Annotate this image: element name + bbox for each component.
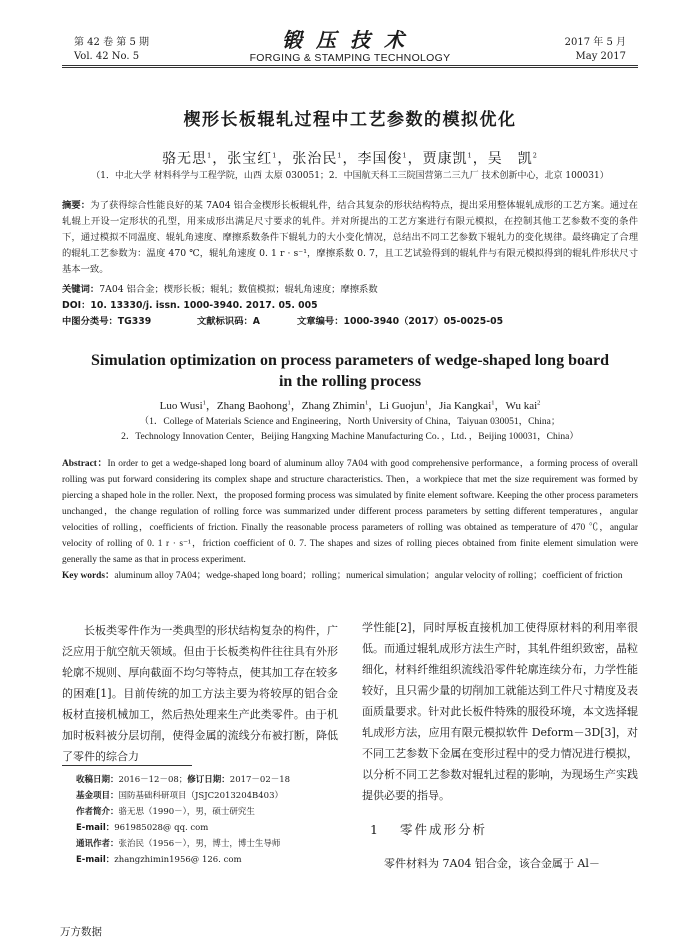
watermark: 万方数据 bbox=[60, 926, 102, 938]
cn-author-affiliation-mark: 1 bbox=[337, 151, 343, 160]
body-right-column: 学性能[2]，同时厚板直接机加工使得原材料的利用率很低。而通过辊轧成形方法生产时，其轧件组织致密，晶粒细化，材料纤维组织流线沿零件轮廓连续分布，力学性能较好，且只需少量的切削加工就能达到工件尺寸精度及表面质量要求。针对此长板件特殊的服役环境，本文选择辊轧成形方法，应用有限元模拟软件 Deform－3D[3]，对不同工艺参数下金属在变形过程中的受力情况进行模拟，以分析不同工艺参数对辊轧过程的影响，为现场生产实践提供必要的指导。 bbox=[362, 621, 638, 802]
en-author-affiliation-mark: 1 bbox=[364, 399, 369, 407]
footnote-line: 收稿日期：2016－12－08；修订日期：2017－02－18 bbox=[76, 775, 291, 785]
keywords-cn bbox=[62, 282, 638, 298]
author-list-en: Luo Wusi$^1$，Zhang Baohong$^1$，Zhang Zhimin$^1$，Li Guojun$^1$，Jia Kangkai$^1$，Wu kai$^2$ bbox=[159, 399, 541, 412]
header-date bbox=[565, 36, 626, 64]
en-author: Li Guojun bbox=[379, 400, 425, 412]
footnote-rule bbox=[62, 765, 192, 766]
journal-masthead bbox=[200, 28, 500, 65]
en-author: Jia Kangkai bbox=[439, 400, 492, 412]
section-number: 1 bbox=[370, 822, 380, 837]
abstract-en bbox=[62, 456, 638, 568]
keywords-cn-label: 关键词： bbox=[62, 284, 100, 295]
doc-code-value: A bbox=[252, 316, 260, 327]
date-cn: 2017 年 5 月 bbox=[564, 37, 626, 48]
cn-author-affiliation-mark: 1 bbox=[402, 151, 408, 160]
cn-author: 李国俊 bbox=[357, 151, 403, 167]
footnote-line: 通讯作者：张治民（1956－），男，博士，博士生导师 bbox=[76, 839, 281, 849]
article-no-label: 文章编号： bbox=[297, 316, 344, 327]
cn-author: 骆无思 bbox=[162, 151, 208, 167]
footnote-line: E-mail：961985028@ qq. com bbox=[76, 823, 209, 833]
en-author: Zhang Baohong bbox=[216, 400, 288, 412]
cn-author: 张治民 bbox=[292, 151, 338, 167]
abstract-cn bbox=[62, 198, 638, 278]
header-rule-thin bbox=[62, 67, 638, 68]
section-title: 零件成形分析 bbox=[399, 822, 487, 837]
footnotes bbox=[76, 772, 338, 868]
cn-author: 张宝红 bbox=[227, 151, 273, 167]
en-author-affiliation-mark: 1 bbox=[424, 399, 429, 407]
en-author-affiliation-mark: 1 bbox=[491, 399, 495, 407]
journal-name-cn: 锻压技术 bbox=[282, 28, 418, 52]
section-heading bbox=[370, 820, 487, 838]
en-author: Zhang Zhimin bbox=[301, 400, 365, 412]
date-en: May 2017 bbox=[575, 51, 626, 62]
volume-cn: 第 42 卷 第 5 期 bbox=[74, 37, 149, 48]
footnote-line: E-mail：zhangzhimin1956@ 126. com bbox=[76, 855, 242, 865]
article-no-value: 1000-3940（2017）05-0025-05 bbox=[343, 316, 504, 327]
cn-author: 贾康凯 bbox=[422, 151, 468, 167]
affiliation-en bbox=[60, 415, 640, 445]
keywords-en bbox=[62, 568, 638, 584]
cn-author-affiliation-mark: 2 bbox=[532, 151, 538, 160]
header-rule bbox=[62, 65, 638, 66]
en-author: Wu kai bbox=[505, 400, 538, 412]
doi-value: 10. 13330/j. issn. 1000-3940. 2017. 05. 005 bbox=[90, 300, 318, 311]
cn-author: 吴 凯 bbox=[487, 151, 533, 167]
en-author-affiliation-mark: 1 bbox=[287, 399, 291, 407]
author-list-cn: 骆无思$^1$，张宝红$^1$，张治民$^1$，李国俊$^1$，贾康凯$^1$，吴 凯$^2$ bbox=[162, 151, 538, 167]
doc-code-label: 文献标识码： bbox=[197, 316, 253, 327]
affiliation-en-2: 2．Technology Innovation Center，Beijing Hangxing Machine Manufacturing Co．，Ltd．，Beijing 100031，China） bbox=[121, 432, 579, 442]
abstract-en-label: Abstract： bbox=[62, 459, 108, 469]
body-left-column: 长板类零件作为一类典型的形状结构复杂的构件，广泛应用于航空航天领域。但由于长板类构件往往具有外形轮廓不规则、厚向截面不均匀等特点，使其加工存在较多的困难[1]。目前传统的加工方法主要为将较厚的铝合金板材直接机械加工，然后热处理来生产此类零件。由于机加时板料被分层切削，使得金属的流线分布被打断，降低了零件的综合力 bbox=[62, 624, 338, 763]
keywords-en-text: aluminum alloy 7A04；wedge-shaped long board；rolling；numerical simulation；angular velocity of rolling；coefficient of friction bbox=[114, 571, 623, 581]
en-author-affiliation-mark: 1 bbox=[202, 399, 206, 407]
cn-author-affiliation-mark: 1 bbox=[467, 151, 473, 160]
keywords-cn-text: 7A04 铝合金；楔形长板；辊轧；数值模拟；辊轧角速度；摩擦系数 bbox=[99, 284, 378, 295]
cn-author-affiliation-mark: 1 bbox=[207, 151, 213, 160]
abstract-en-text: In order to get a wedge-shaped long board of aluminum alloy 7A04 with good comprehensive performance，a forming process of overall rolling was put forward considering its complex shape and structure characteristics. Then，a workpiece that met the size requirement was formed by piercing a shaped hole in the roller. Next，the proposed forming process was simulated by finite element software. Keeping the other process parameters unchanged，the change regulation of rolling force was summarized under different process parameters by setting different temperatures，angular velocities of rolling，coefficients of friction. Finally the reasonable process parameters of rolling was obtained as temperature of 470 ℃，angular velocity of rolling of 0. 1 r · s⁻¹，friction coefficient of 0. 7. The shapes and sizes of rolling pieces obtained from finite element simulation were generally the same as that in process experiment. bbox=[62, 459, 639, 565]
footnote-line: 作者简介：骆无思（1990－），男，硕士研究生 bbox=[76, 807, 255, 817]
cn-author-affiliation-mark: 1 bbox=[272, 151, 278, 160]
classification-row bbox=[62, 314, 638, 330]
footnote-line: 基金项目：国防基础科研项目（JSJC2013204B403） bbox=[76, 791, 283, 801]
volume-en: Vol. 42 No. 5 bbox=[74, 51, 140, 62]
en-author: Luo Wusi bbox=[159, 400, 203, 412]
section-body: 零件材料为 7A04 铝合金，该合金属于 Al－ bbox=[384, 857, 600, 870]
doi-label: DOI： bbox=[62, 300, 91, 311]
affiliation-cn: （1．中北大学 材料科学与工程学院，山西 太原 030051；2．中国航天科工三院国营第二三九厂 技术创新中心，北京 100031） bbox=[91, 171, 609, 181]
header-volume bbox=[74, 36, 149, 64]
keywords-en-label: Key words： bbox=[62, 571, 115, 581]
abstract-cn-label: 摘要： bbox=[62, 200, 91, 211]
en-author-affiliation-mark: 2 bbox=[537, 399, 541, 407]
journal-name-en: FORGING & STAMPING TECHNOLOGY bbox=[249, 52, 451, 64]
class-label: 中图分类号： bbox=[62, 316, 118, 327]
abstract-cn-text: 为了获得综合性能良好的某 7A04 铝合金楔形长板辊轧件，结合其复杂的形状结构特点，提出采用整体辊轧成形的工艺方案。通过在轧辊上开设一定形状的孔型，用来成形出满足尺寸要求的轧件。并对所提出的工艺方案进行有限元模拟，在控制其他工艺参数不变的条件下，通过模拟不同温度、辊轧角速度、摩擦系数条件下辊轧力的大小变化情况，总结出不同工艺参数下辊轧力的变化规律。最终确定了合理的辊轧工艺参数为：温度 470 ℃，辊轧角速度 0. 1 r · s⁻¹，摩擦系数 0. 7，且工艺试验得到的辊轧件与有限元模拟得到的辊轧件形状尺寸基本一致。 bbox=[62, 200, 638, 275]
paper-title-cn: 楔形长板辊轧过程中工艺参数的模拟优化 bbox=[183, 110, 517, 130]
paper-title-en: Simulation optimization on process parameters of wedge-shaped long board in the rolling process bbox=[91, 352, 609, 390]
class-value: TG339 bbox=[117, 316, 152, 327]
affiliation-en-1: （1．College of Materials Science and Engineering，North University of China，Taiyuan 030051，China； bbox=[139, 417, 561, 427]
doi-line bbox=[62, 298, 638, 314]
